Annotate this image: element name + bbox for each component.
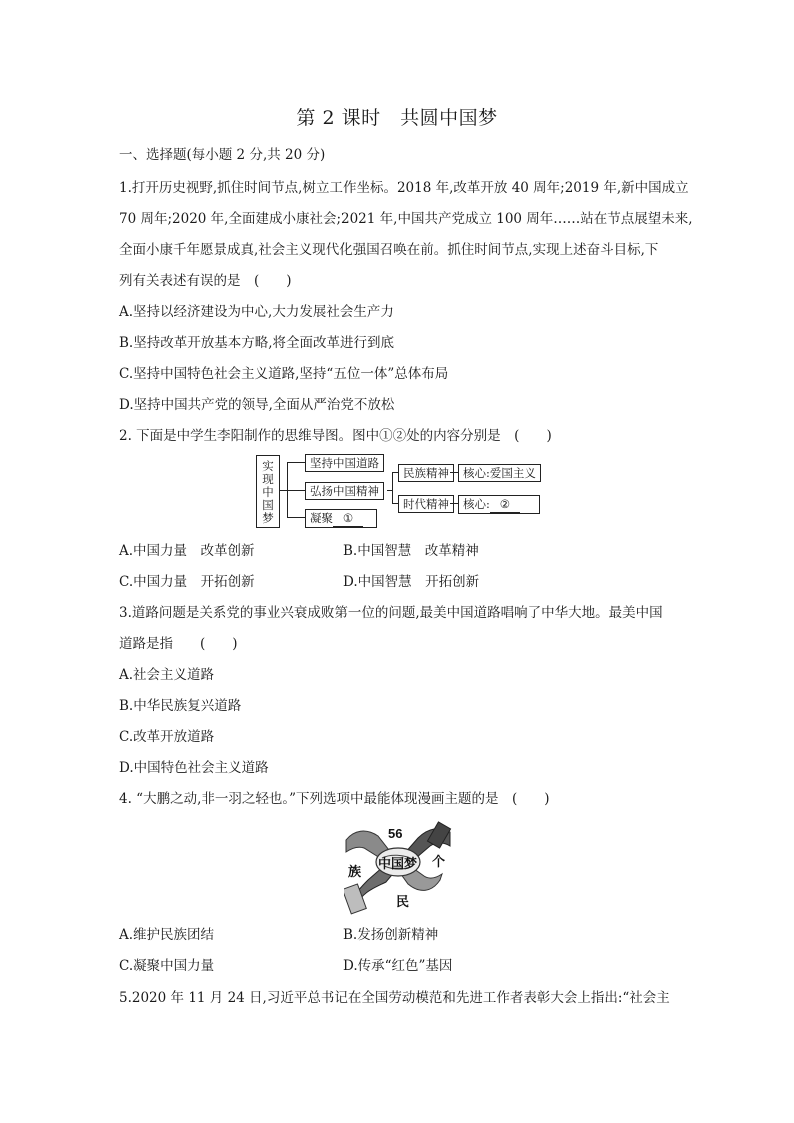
q1-option-d: D.坚持中国共产党的领导,全面从严治党不放松 [119,397,395,413]
q3-stem-line-2: 道路是指 ( ) [119,636,238,652]
q3-option-b: B.中华民族复兴道路 [119,698,242,714]
mind-map-node-strength: 凝聚 ① [305,509,377,528]
q2-stem: 2. 下面是中学生李阳制作的思维导图。图中①②处的内容分别是 ( ) [119,428,552,444]
q4-option-b: B.发扬创新精神 [343,927,439,943]
q1-stem-line-2: 70 周年;2020 年,全面建成小康社会;2021 年,中国共产党成立 100 周年……站在节点展望未来, [119,211,693,227]
mind-map-core-blank: 核心: ② [458,495,540,514]
mind-map [256,452,546,532]
q1-stem-line-4: 列有关表述有误的是 ( ) [119,273,292,289]
mind-map-era-spirit: 时代精神 [398,495,454,513]
q3-option-d: D.中国特色社会主义道路 [119,760,269,776]
mind-map-core-patriotism: 核心:爱国主义 [458,464,541,482]
cartoon-right-text: 个 [432,854,446,869]
cartoon-center-text: 中国梦 [378,856,418,871]
q1-stem-line-1: 1.打开历史视野,抓住时间节点,树立工作坐标。2018 年,改革开放 40 周年;2019 年,新中国成立 [119,180,689,196]
q1-option-a: A.坚持以经济建设为中心,大力发展社会生产力 [119,304,394,320]
q2-option-d: D.中国智慧 开拓创新 [343,574,480,590]
page-title: 第 2 课时 共圆中国梦 [296,107,498,129]
q4-option-a: A.维护民族团结 [119,927,215,943]
cartoon-number: 56 [388,826,403,841]
mind-map-root: 实 现 中 国 梦 [256,455,280,528]
cartoon-bottom-text: 民 [396,894,410,909]
section-heading: 一、选择题(每小题 2 分,共 20 分) [119,147,326,163]
q3-option-c: C.改革开放道路 [119,729,215,745]
mind-map-node-spirit: 弘扬中国精神 [305,482,384,500]
q5-stem: 5.2020 年 11 月 24 日,习近平总书记在全国劳动模范和先进工作者表彰大会上指出:“社会主 [119,990,670,1006]
q1-option-c: C.坚持中国特色社会主义道路,坚持“五位一体”总体布局 [119,366,449,382]
mind-map-node-road: 坚持中国道路 [305,454,384,472]
q4-stem: 4. “大鹏之动,非一羽之轻也。”下列选项中最能体现漫画主题的是 ( ) [119,791,550,807]
q1-option-b: B.坚持改革开放基本方略,将全面改革进行到底 [119,335,395,351]
hands-illustration [344,818,452,916]
q2-option-b: B.中国智慧 改革精神 [343,543,479,559]
cartoon-left-text: 族 [348,864,362,879]
hands-cartoon [344,818,452,916]
blank-2: ② [490,496,520,513]
blank-1: ① [333,510,363,527]
q4-option-d: D.传承“红色”基因 [343,958,453,974]
q3-option-a: A.社会主义道路 [119,667,215,683]
q4-option-c: C.凝聚中国力量 [119,958,215,974]
q2-option-c: C.中国力量 开拓创新 [119,574,255,590]
q2-option-a: A.中国力量 改革创新 [119,543,255,559]
q3-stem-line-1: 3.道路问题是关系党的事业兴衰成败第一位的问题,最美中国道路唱响了中华大地。最美中国 [119,605,663,621]
mind-map-national-spirit: 民族精神 [398,464,454,482]
q1-stem-line-3: 全面小康千年愿景成真,社会主义现代化强国召唤在前。抓住时间节点,实现上述奋斗目标,下 [119,242,659,258]
